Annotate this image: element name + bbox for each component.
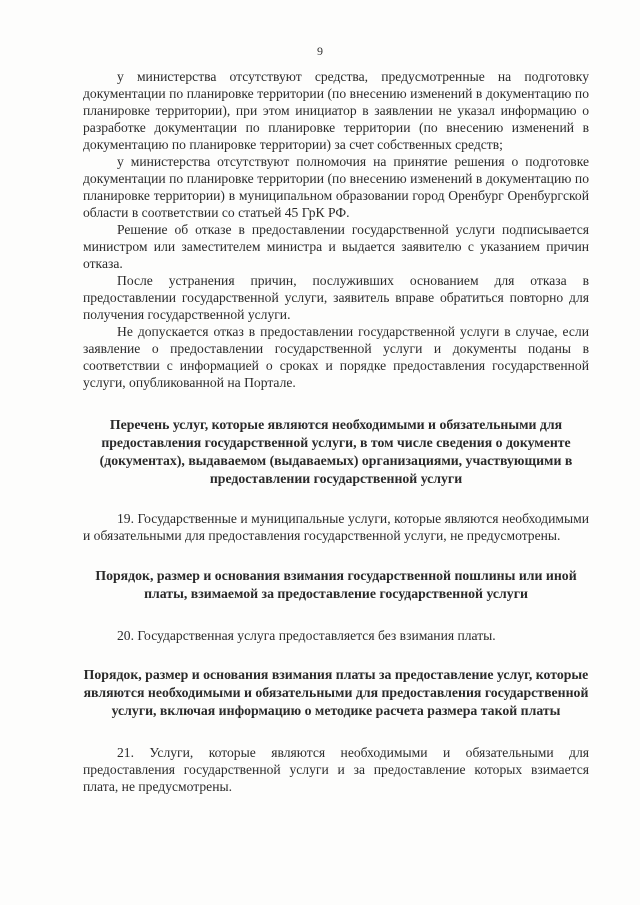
paragraph-reapply: После устранения причин, послуживших основанием для отказа в предоставлении государственной услуги, заявитель вправе обратиться повторно для получения государственной услуги.: [83, 273, 589, 322]
item-19: 19. Государственные и муниципальные услуги, которые являются необходимыми и обязательными для предоставления государственной услуги, не предусмотрены.: [83, 511, 589, 543]
item-21: 21. Услуги, которые являются необходимыми и обязательными для предоставления государственной услуги и за предоставление которых взимается плата, не предусмотрены.: [83, 745, 589, 794]
section-heading-state-fee: Порядок, размер и основания взимания государственной пошлины или иной платы, взимаемой за предоставление государственной услуги: [95, 568, 577, 601]
item-20: 20. Государственная услуга предоставляется без взимания платы.: [117, 628, 496, 643]
page-number: 9: [317, 44, 323, 58]
paragraph-refusal-decision: Решение об отказе в предоставлении государственной услуги подписывается министром или заместителем министра и выдается заявителю с указанием причин отказа.: [83, 222, 589, 271]
section-heading-required-services: Перечень услуг, которые являются необходимыми и обязательными для предоставления государственной услуги, в том числе сведения о документе (документах), выдаваемом (выдаваемых) организациями, участвующими в предоставлении государственной услуги: [99, 417, 573, 486]
paragraph-no-authority: у министерства отсутствуют полномочия на принятие решения о подготовке документации по планировке территории (по внесению изменений в документацию по планировке территории) в муниципальном образовании город Оренбург Оренбургской области в соответствии со статьей 45 ГрК РФ.: [83, 154, 589, 220]
paragraph-no-funds: у министерства отсутствуют средства, предусмотренные на подготовку документации по планировке территории (по внесению изменений в документацию по планировке территории), при этом инициатор в заявлении не указал информацию о разработке документации по планировке территории (по внесению изменений в документацию по планировке территории) за счет собственных средств;: [83, 69, 589, 152]
paragraph-refusal-not-allowed: Не допускается отказ в предоставлении государственной услуги в случае, если заявление о предоставлении государственной услуги и документы поданы в соответствии с информацией о сроках и порядке предоставления государственной услуги, опубликованной на Портале.: [83, 324, 589, 390]
section-heading-fee-for-required-services: Порядок, размер и основания взимания платы за предоставление услуг, которые являются необходимыми и обязательными для предоставления государственной услуги, включая информацию о методике расчета размера такой платы: [83, 667, 589, 718]
page-content: [83, 68, 589, 795]
